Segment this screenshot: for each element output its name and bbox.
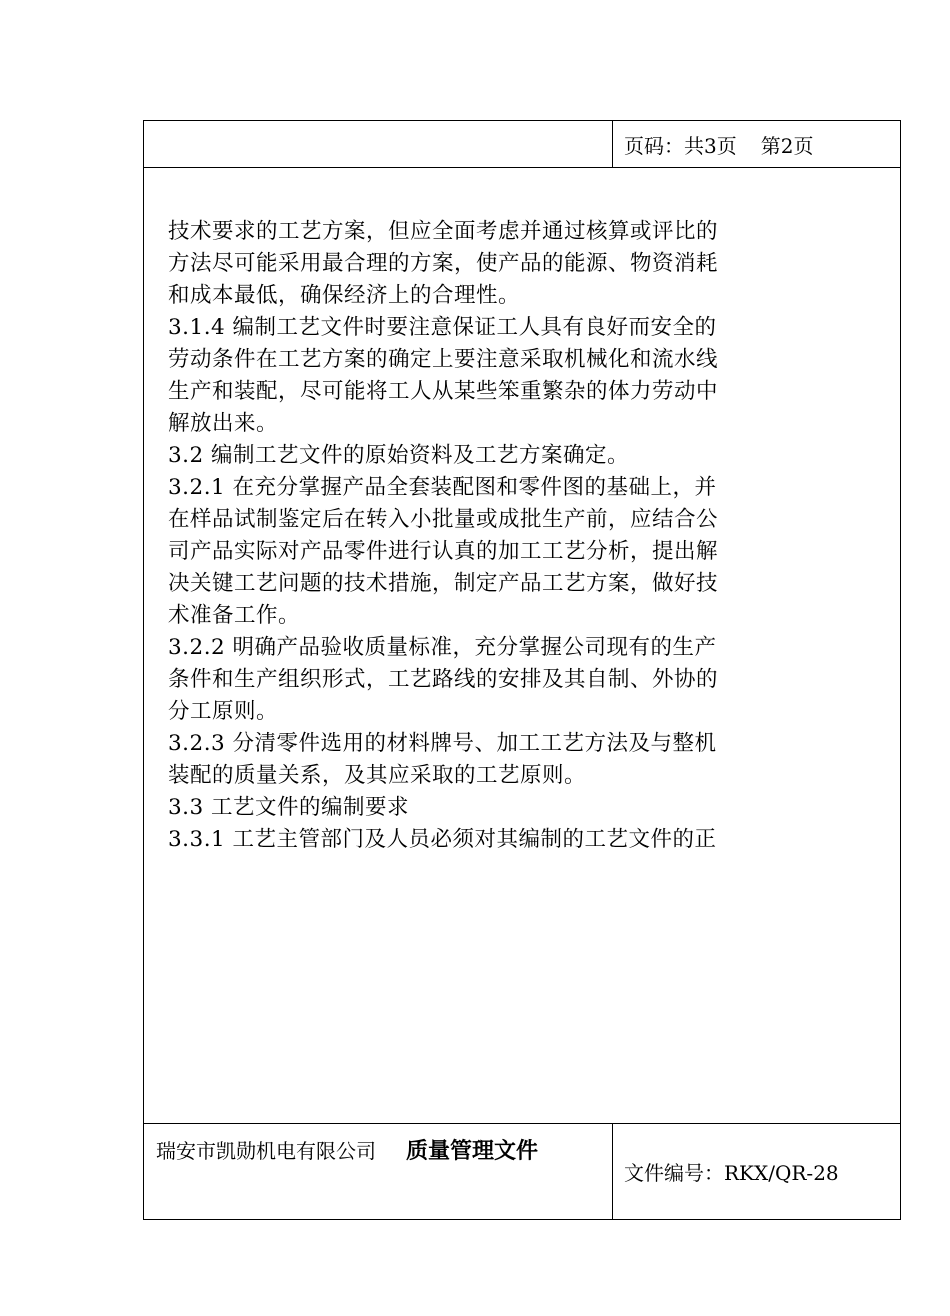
document-body [168,216,868,856]
body-line: 分工原则。 [168,699,279,724]
body-line: 司产品实际对产品零件进行认真的加工工艺分析，提出解 [168,539,719,564]
company-name: 瑞安市凯勋机电有限公司 [156,1139,376,1163]
body-line: 在样品试制鉴定后在转入小批量或成批生产前，应结合公 [168,507,719,532]
body-line: 技术要求的工艺方案，但应全面考虑并通过核算或评比的 [168,219,719,244]
body-line: 3.3 工艺文件的编制要求 [168,795,410,820]
header-blank-cell [144,121,613,167]
body-line: 方法尽可能采用最合理的方案，使产品的能源、物资消耗 [168,251,719,276]
body-line: 3.1.4 编制工艺文件时要注意保证工人具有良好而安全的 [168,315,717,340]
document-frame [143,120,901,1220]
body-line: 3.2.1 在充分掌握产品全套装配图和零件图的基础上，并 [168,475,717,500]
footer-docnum-cell [624,1124,839,1219]
page-number-cell [624,121,813,167]
body-line: 3.2.2 明确产品验收质量标准，充分掌握公司现有的生产 [168,635,717,660]
page-header [144,121,900,168]
footer-company-cell [144,1124,613,1219]
body-line: 生产和装配，尽可能将工人从某些笨重繁杂的体力劳动中 [168,379,719,404]
page-current: 第2页 [760,133,814,158]
page-total: 页码：共3页 [624,133,737,158]
body-line: 解放出来。 [168,411,279,436]
document-number: 文件编号：RKX/QR-28 [624,1161,839,1185]
body-line: 3.2 编制工艺文件的原始资料及工艺方案确定。 [168,443,630,468]
body-line: 3.2.3 分清零件选用的材料牌号、加工工艺方法及与整机 [168,731,717,756]
document-type: 质量管理文件 [406,1139,539,1164]
body-line: 装配的质量关系，及其应采取的工艺原则。 [168,763,587,788]
body-line: 劳动条件在工艺方案的确定上要注意采取机械化和流水线 [168,347,719,372]
body-line: 3.3.1 工艺主管部门及人员必须对其编制的工艺文件的正 [168,827,717,852]
body-line: 术准备工作。 [168,603,301,628]
page-footer [144,1123,900,1219]
body-line: 条件和生产组织形式，工艺路线的安排及其自制、外协的 [168,667,719,692]
body-line: 和成本最低，确保经济上的合理性。 [168,283,521,308]
body-line: 决关键工艺问题的技术措施，制定产品工艺方案，做好技 [168,571,719,596]
